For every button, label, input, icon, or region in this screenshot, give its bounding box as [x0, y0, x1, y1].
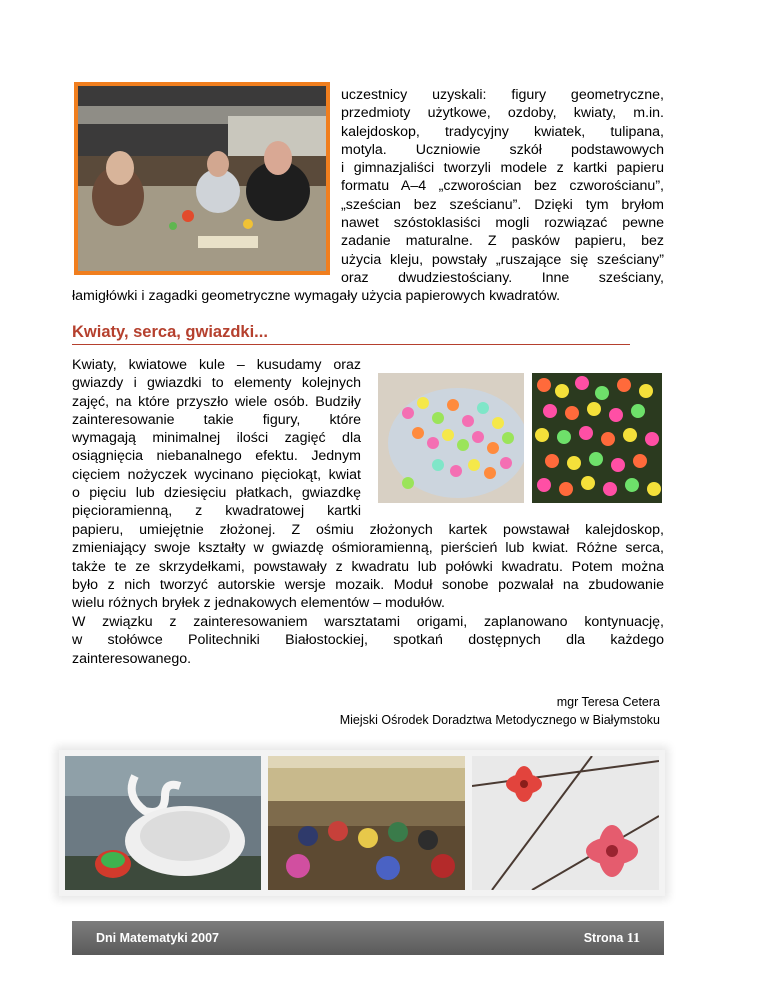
text-line: i gimnazjaliści tworzyli modele z kartki papieru [341, 160, 664, 177]
closing-paragraph [72, 613, 664, 668]
top-paragraph-full-line [72, 287, 664, 305]
text-line: formatu A–4 „czworościan bez czworościanu”, [341, 178, 664, 195]
text-line: „sześcian bez sześcianu”. Dzięki tym bryłom [341, 196, 664, 213]
text-line: gwiazdy i gwiazdki to elementy kolejnych [72, 375, 361, 392]
text-line: o pięciu lub dziesięciu płatkach, gwiazdkę [72, 485, 361, 502]
page-number: 11 [626, 931, 640, 946]
origami-swan-photo [65, 756, 261, 890]
text-line: było z nich tworzyć autorskie wersje mozaik. Moduł sonobe pozwalał na zbudowanie [72, 576, 664, 593]
text-line: użycia kleju, powstały „ruszające się sześciany” [341, 251, 664, 268]
text-line: papieru, umiejętnie złożonej. Z ośmiu złożonych kartek powstawał kalejdoskop, [72, 522, 664, 538]
text-line: nawet szóstoklasiści mogli rozwiązać pewne [341, 215, 664, 232]
text-line: zajęć, na które przyszło wiele osób. Budziły [72, 393, 361, 410]
photo-strip [59, 750, 665, 896]
text-line: w stołówce Politechniki Białostockiej, spotkań dostępnych dla każdego [72, 632, 664, 649]
text-line: oraz dwudziestościany. Inne sześciany, [341, 269, 664, 286]
text-line: W związku z zainteresowaniem warsztatami origami, zaplanowano kontynuację, [72, 614, 664, 630]
text-line: zmieniający swoje kształty w gwiazdę ośmioramienną, pierścień lub kwiat. Różne serca, [72, 540, 664, 557]
workshop-participants-photo [74, 82, 330, 275]
section-paragraph-narrow [72, 356, 361, 521]
author-name: mgr Teresa Cetera [556, 695, 660, 709]
text-line: zainteresowanego. [72, 650, 192, 667]
text-line: przedmioty użytkowe, ozdoby, kwiaty, m.in. [341, 105, 664, 122]
text-line: zainteresowanie takie figury, które [72, 411, 361, 428]
page-number-label [584, 931, 640, 947]
paper-flowers-photo [472, 756, 659, 890]
text-line: Kwiaty, kwiatowe kule – kusudamy oraz [72, 357, 361, 373]
text-line: pięcioramienną, z kwadratowej kartki [72, 503, 361, 520]
section-paragraph-wide [72, 521, 664, 612]
text-line: wielu różnych bryłek z jednakowych elementów – modułów. [72, 595, 445, 612]
text-line: kalejdoskop, tradycyjny kwiatek, tulipana, [341, 123, 664, 140]
origami-stars-pile-photo [532, 373, 662, 503]
footer-title: Dni Matematyki 2007 [96, 931, 219, 945]
page-footer [72, 921, 664, 955]
section-heading: Kwiaty, serca, gwiazdki... [72, 323, 630, 345]
text-line: wymagają minimalnej ilości zagięć dla [72, 430, 361, 447]
text-line: cięciem nożyczek wycinano pięciokąt, kwiat [72, 466, 361, 483]
text-line: zadanie maturalne. Z pasków papieru, bez [341, 233, 664, 250]
page-label: Strona [583, 931, 624, 945]
text-line: osiągnięcia niebanalnego efektu. Jednym [72, 448, 361, 465]
author-institution: Miejski Ośrodek Doradztwa Metodycznego w Białymstoku [339, 713, 660, 727]
origami-stars-bowl-photo [378, 373, 524, 503]
text-line: motyla. Uczniowie szkół podstawowych [341, 141, 664, 158]
top-paragraph [341, 86, 664, 287]
text-line: także te ze skrzydełkami, powstawały z kwadratu lub połówki kwadratu. Potem można [72, 558, 664, 575]
workshop-hall-photo [268, 756, 465, 890]
text-line: uczestnicy uzyskali: figury geometryczne, [341, 87, 664, 103]
text-line: łamigłówki i zagadki geometryczne wymagały użycia papierowych kwadratów. [72, 288, 561, 304]
